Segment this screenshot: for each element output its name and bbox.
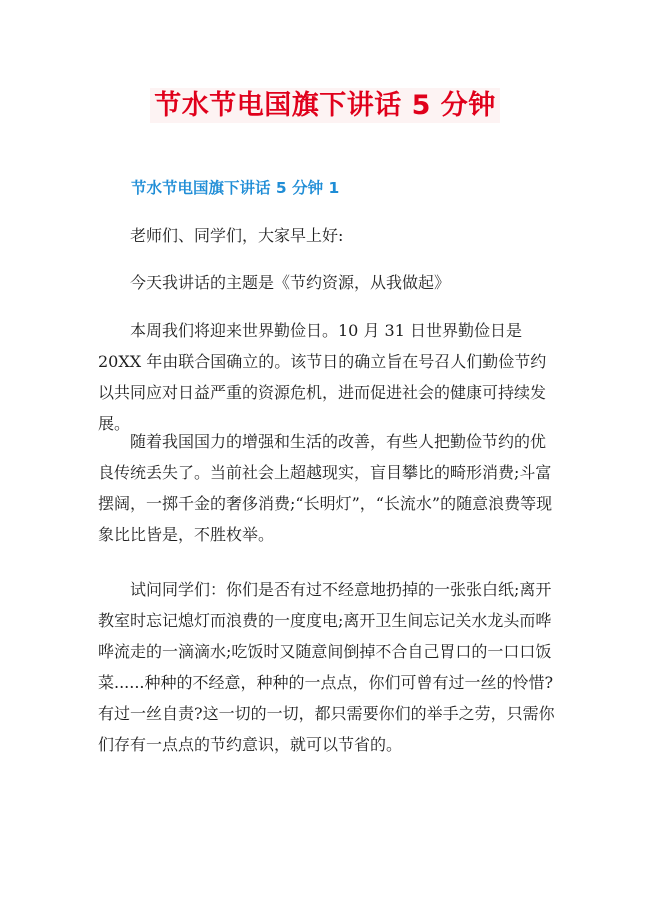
paragraph-text: 本周我们将迎来世界勤俭日。10 月 31 日世界勤俭日是 20XX 年由联合国确立的。该节日的确立旨在号召人们勤俭节约以共同应对日益严重的资源危机，进而促进社会的健康可持续发展。 (98, 321, 547, 433)
section-heading: 节水节电国旗下讲话 5 分钟 1 (131, 179, 340, 197)
document-title (0, 86, 650, 126)
paragraph-waste-phenomena (98, 426, 558, 550)
paragraph-text: 今天我讲话的主题是《节约资源，从我做起》 (130, 273, 451, 292)
paragraph-question-students (98, 574, 558, 760)
paragraph-thrift-day (98, 315, 558, 439)
paragraph-topic (98, 267, 558, 298)
paragraph-greeting (98, 220, 558, 251)
document-title-text: 节水节电国旗下讲话 5 分钟 (150, 88, 500, 123)
paragraph-text: 试问同学们：你们是否有过不经意地扔掉的一张张白纸;离开教室时忘记熄灯而浪费的一度度电;离开卫生间忘记关水龙头而哗哗流走的一滴滴水;吃饭时又随意间倒掉不合自己胃口的一口口饭菜......种种的不经意，种种的一点点，你们可曾有过一丝的怜惜?有过一丝自责?这一切的一切，都只需要你们的举手之劳，只需你们存有一点点的节约意识，就可以节省的。 (98, 580, 555, 754)
paragraph-text: 老师们、同学们，大家早上好: (130, 226, 344, 245)
paragraph-text: 随着我国国力的增强和生活的改善，有些人把勤俭节约的优良传统丢失了。当前社会上超越现实，盲目攀比的畸形消费;斗富摆阔，一掷千金的奢侈消费;“长明灯”，“长流水”的随意浪费等现象比比皆是，不胜枚举。 (98, 432, 553, 544)
